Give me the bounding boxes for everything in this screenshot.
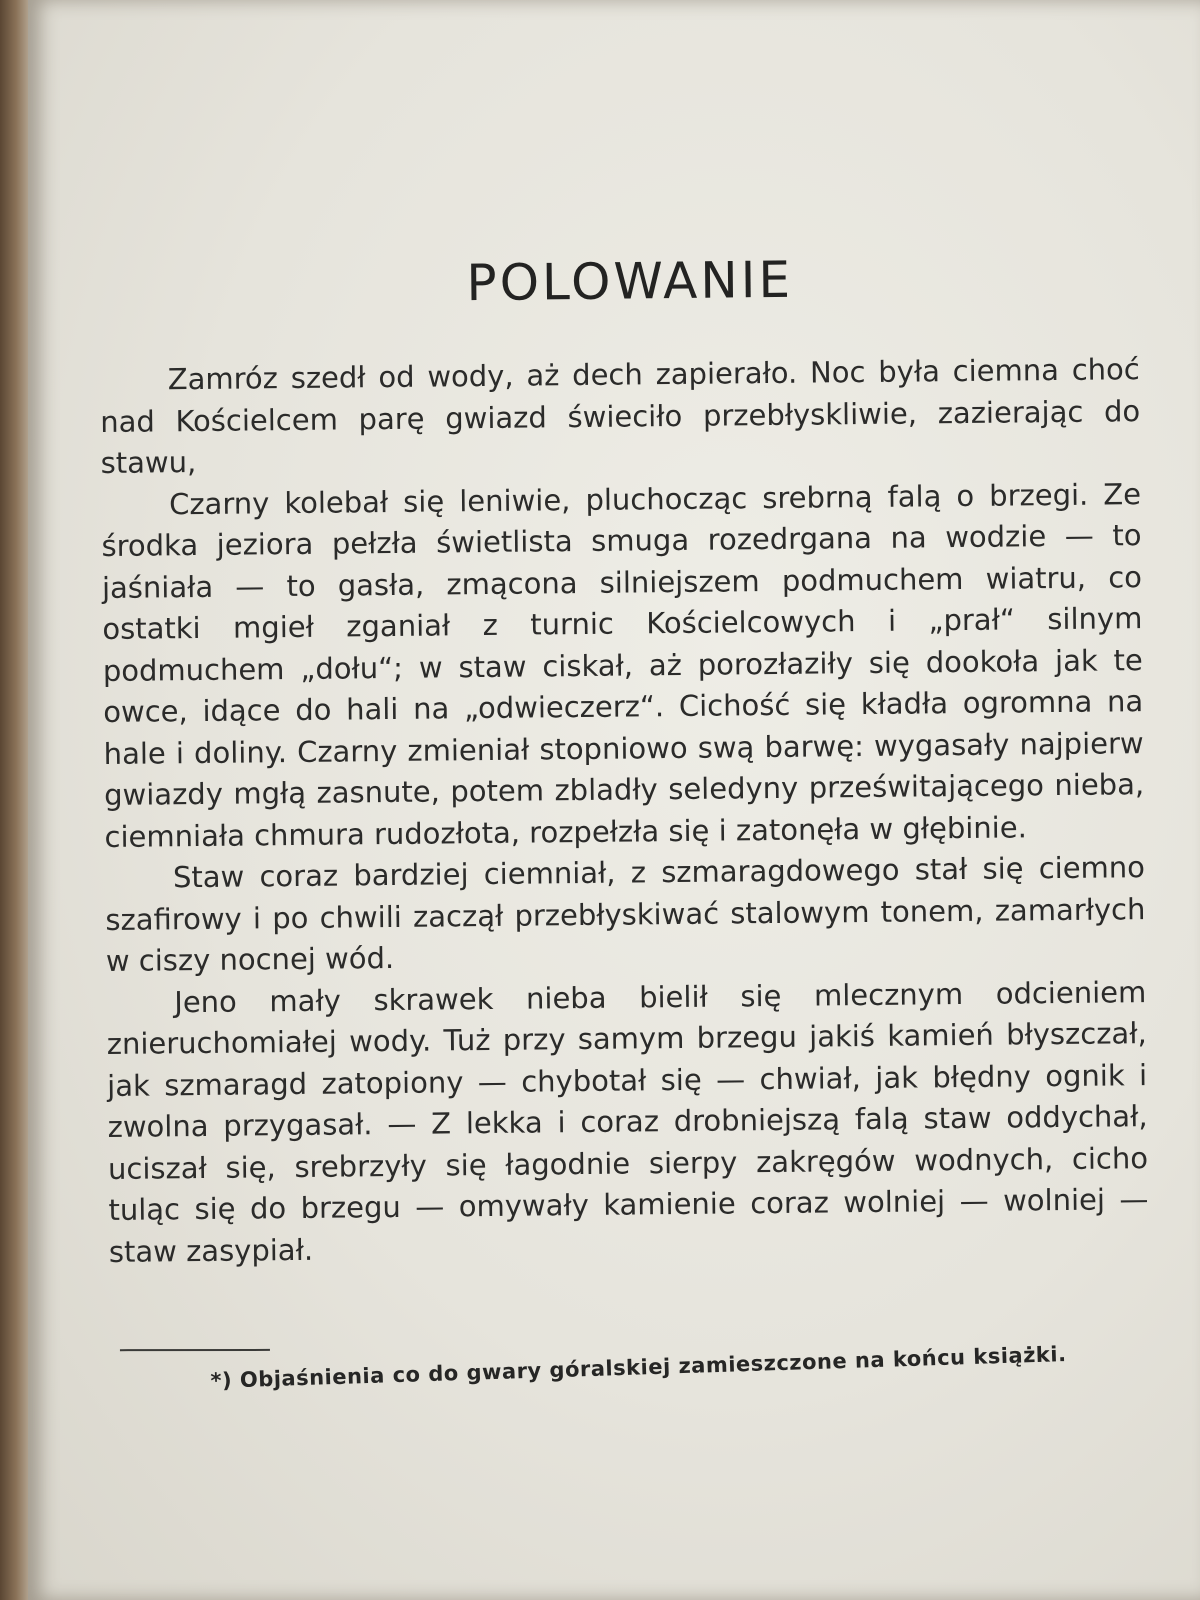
paragraph-3: Staw coraz bardziej ciemniał, z szmaragdowego stał się ciemno szafirowy i po chwili zaczął przebłyskiwać stalowym tonem, zamarłych w ciszy nocnej wód. (105, 850, 1146, 978)
paragraph-4: Jeno mały skrawek nieba bielił się mlecznym odcieniem znieruchomiałej wody. Tuż przy samym brzegu jakiś kamień błyszczał, jak szmaragd zatopiony — chybotał się — chwiał, jak błędny ognik i zwolna przygasał. — Z lekka i coraz drobniejszą falą staw oddychał, uciszał się, srebrzyły się łagodnie sierpy zakręgów wodnych, cicho tuląc się do brzegu — omywały kamienie coraz wolniej — wolniej — staw zasypiał. (106, 974, 1149, 1269)
chapter-title: POLOWANIE (466, 250, 794, 313)
footnote: *) Objaśnienia co do gwary góralskiej zamieszczone na końcu książki. (210, 1342, 1067, 1393)
chapter-body (100, 349, 1150, 1273)
paragraph-2: Czarny kolebał się leniwie, pluchocząc srebrną falą o brzegi. Ze środka jeziora pełzła świetlista smuga rozedrgana na wodzie — to jaśniała — to gasła, zmącona silniejszem podmuchem wiatru, co ostatki mgieł zganiał z turnic Kościelcowych i „prał“ silnym podmuchem „dołu“; w staw ciskał, aż porozłaziły się dookoła jak te owce, idące do hali na „odwieczerz“. Cichość się kładła ogromna na hale i doliny. Czarny zmieniał stopniowo swą barwę: wygasały najpierw gwiazdy mgłą zasnute, potem zbladły seledyny prześwitającego nieba, ciemniała chmura rudozłota, rozpełzła się i zatonęła w głębinie. (101, 476, 1145, 854)
paragraph-1: Zamróz szedł od wody, aż dech zapierało. Noc była ciemna choć nad Kościelcem parę gwiazd świeciło przebłyskliwie, zazierając do stawu, (100, 352, 1141, 480)
book-page (28, 0, 1200, 1600)
footnote-divider (120, 1349, 270, 1351)
